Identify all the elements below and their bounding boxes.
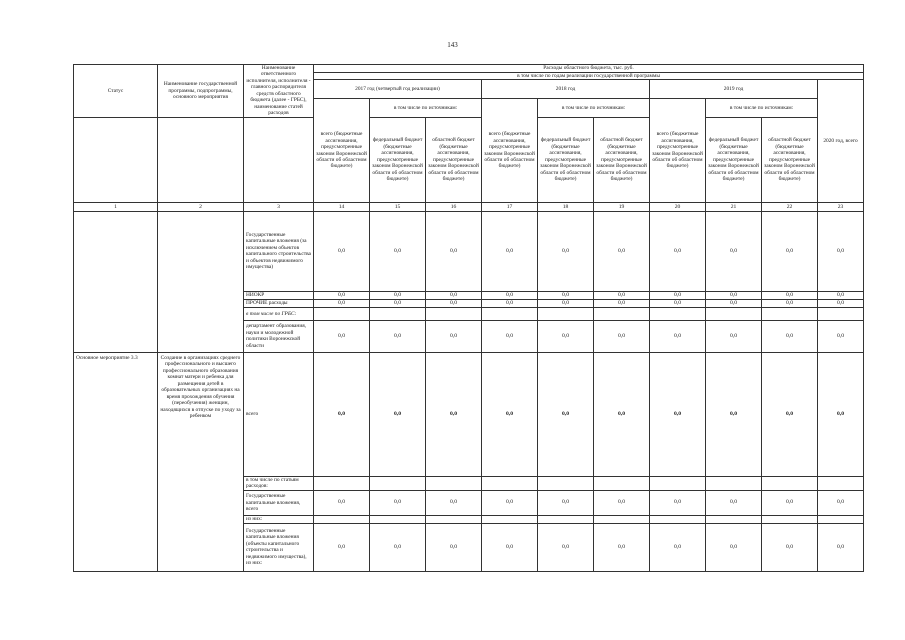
value-cell: 0,0 <box>762 490 818 515</box>
value-cell: 0,0 <box>538 299 594 307</box>
header-executor: Наименование ответственного исполнителя, исполнителя - главного распорядителя средств областного бюджета (далее - ГРБС), наименование статей расходов <box>244 65 314 118</box>
value-cell: 0,0 <box>594 211 650 291</box>
header-federal-2018: федеральный бюджет (бюджетные ассигнования, предусмотренные законом Воронежской области об областном бюджете) <box>538 117 594 202</box>
value-cell: 0,0 <box>482 211 538 291</box>
value-cell: 0,0 <box>314 320 370 352</box>
value-cell <box>538 515 594 523</box>
row-article: из них: <box>244 515 314 523</box>
col-number: 19 <box>594 202 650 211</box>
value-cell <box>706 307 762 320</box>
value-cell: 0,0 <box>370 490 426 515</box>
value-cell <box>650 307 706 320</box>
value-cell: 0,0 <box>426 299 482 307</box>
col-number: 16 <box>426 202 482 211</box>
row-article: Государственные капитальные вложения (за исключением объектов капитального строительства и объектов недвижимого имущества) <box>244 211 314 291</box>
col-number: 22 <box>762 202 818 211</box>
value-cell: 0,0 <box>762 299 818 307</box>
value-cell: 0,0 <box>706 320 762 352</box>
value-cell <box>482 307 538 320</box>
value-cell: 0,0 <box>706 211 762 291</box>
value-cell: 0,0 <box>482 291 538 299</box>
value-cell: 0,0 <box>314 490 370 515</box>
value-cell: 0,0 <box>482 352 538 476</box>
col-number: 17 <box>482 202 538 211</box>
value-cell: 0,0 <box>482 523 538 571</box>
header-regional-2017: областной бюджет (бюджетные ассигнования, предусмотренные законом Воронежской области об областном бюджете) <box>426 117 482 202</box>
value-cell <box>314 515 370 523</box>
value-cell: 0,0 <box>818 291 864 299</box>
header-status: Статус <box>74 65 158 118</box>
value-cell: 0,0 <box>762 352 818 476</box>
value-cell: 0,0 <box>314 523 370 571</box>
row-program: Создание в организациях среднего профессионального и высшего профессионального образования комнат матери и ребенка для размещения детей в образовательных организациях на время прохождения обучения (переобучения) женщин, находящихся в отпуске по уходу за ребенком <box>158 352 244 571</box>
value-cell: 0,0 <box>426 291 482 299</box>
value-cell <box>426 476 482 490</box>
value-cell <box>650 515 706 523</box>
row-article: в том числе по статьям расходов: <box>244 476 314 490</box>
value-cell: 0,0 <box>594 320 650 352</box>
row-program <box>158 211 244 352</box>
value-cell <box>314 476 370 490</box>
value-cell <box>538 307 594 320</box>
value-cell <box>706 515 762 523</box>
value-cell <box>482 476 538 490</box>
value-cell: 0,0 <box>706 352 762 476</box>
value-cell <box>426 515 482 523</box>
budget-table <box>73 64 864 572</box>
value-cell: 0,0 <box>594 299 650 307</box>
row-article: в том числе по ГРБС: <box>244 307 314 320</box>
value-cell: 0,0 <box>482 299 538 307</box>
value-cell <box>818 476 864 490</box>
row-article: Государственные капитальные вложения (объекты капитального строительства и недвижимого имущества), из них: <box>244 523 314 571</box>
header-2020: 2020 год, всего <box>818 80 864 202</box>
header-total-2017: всего (бюджетные ассигнования, предусмотренные законом Воронежской области об областном бюджете) <box>314 99 370 203</box>
header-regional-2018: областной бюджет (бюджетные ассигнования, предусмотренные законом Воронежской области об областном бюджете) <box>594 117 650 202</box>
value-cell: 0,0 <box>370 291 426 299</box>
header-program-name: Наименование государственной программы, подпрограммы, основного мероприятия <box>158 65 244 118</box>
page-number: 143 <box>447 41 458 49</box>
value-cell <box>762 307 818 320</box>
value-cell: 0,0 <box>594 490 650 515</box>
value-cell <box>594 515 650 523</box>
row-article: Государственные капитальные вложения, всего <box>244 490 314 515</box>
header-total-2019: всего (бюджетные ассигнования, предусмотренные законом Воронежской области об областном бюджете) <box>650 99 706 203</box>
value-cell <box>762 476 818 490</box>
row-status: Основное мероприятие 3.3 <box>74 352 158 571</box>
value-cell: 0,0 <box>482 320 538 352</box>
value-cell: 0,0 <box>706 490 762 515</box>
row-status <box>74 211 158 352</box>
value-cell: 0,0 <box>538 523 594 571</box>
value-cell: 0,0 <box>650 490 706 515</box>
value-cell <box>538 476 594 490</box>
table-row <box>74 352 864 476</box>
column-number-row <box>74 202 864 211</box>
value-cell <box>818 515 864 523</box>
value-cell: 0,0 <box>706 299 762 307</box>
value-cell <box>370 307 426 320</box>
value-cell: 0,0 <box>314 291 370 299</box>
col-number: 20 <box>650 202 706 211</box>
header-year-2019: 2019 год <box>650 80 818 99</box>
col-number: 3 <box>244 202 314 211</box>
value-cell: 0,0 <box>538 352 594 476</box>
value-cell <box>594 476 650 490</box>
value-cell: 0,0 <box>762 211 818 291</box>
value-cell: 0,0 <box>370 320 426 352</box>
value-cell: 0,0 <box>818 299 864 307</box>
header-sources-2019: в том числе по источникам: <box>706 99 818 118</box>
value-cell: 0,0 <box>370 299 426 307</box>
col-number: 23 <box>818 202 864 211</box>
value-cell: 0,0 <box>650 291 706 299</box>
header-sources-2017: в том числе по источникам: <box>370 99 482 118</box>
value-cell: 0,0 <box>762 523 818 571</box>
header-sources-2018: в том числе по источникам: <box>538 99 650 118</box>
col-number: 18 <box>538 202 594 211</box>
value-cell <box>594 307 650 320</box>
value-cell <box>818 307 864 320</box>
value-cell <box>650 476 706 490</box>
value-cell <box>370 515 426 523</box>
value-cell <box>762 515 818 523</box>
value-cell: 0,0 <box>538 490 594 515</box>
value-cell: 0,0 <box>314 352 370 476</box>
table-row <box>74 211 864 291</box>
row-article: департамент образования, науки и молодежной политики Воронежской области <box>244 320 314 352</box>
value-cell: 0,0 <box>594 523 650 571</box>
value-cell: 0,0 <box>314 211 370 291</box>
value-cell: 0,0 <box>538 211 594 291</box>
header-total-2018: всего (бюджетные ассигнования, предусмотренные законом Воронежской области об областном бюджете) <box>482 99 538 203</box>
value-cell: 0,0 <box>426 320 482 352</box>
col-number: 2 <box>158 202 244 211</box>
value-cell: 0,0 <box>538 291 594 299</box>
value-cell: 0,0 <box>762 320 818 352</box>
value-cell: 0,0 <box>482 490 538 515</box>
value-cell: 0,0 <box>706 291 762 299</box>
value-cell: 0,0 <box>426 490 482 515</box>
header-federal-2019: федеральный бюджет (бюджетные ассигнования, предусмотренные законом Воронежской области об областном бюджете) <box>706 117 762 202</box>
col-number: 14 <box>314 202 370 211</box>
value-cell: 0,0 <box>650 320 706 352</box>
value-cell: 0,0 <box>650 299 706 307</box>
col-number: 1 <box>74 202 158 211</box>
value-cell: 0,0 <box>818 490 864 515</box>
header-regional-2019: областной бюджет (бюджетные ассигнования, предусмотренные законом Воронежской области об областном бюджете) <box>762 117 818 202</box>
value-cell: 0,0 <box>762 291 818 299</box>
value-cell <box>426 307 482 320</box>
value-cell: 0,0 <box>370 523 426 571</box>
header-expenses-title: Расходы областного бюджета, тыс. руб. <box>314 65 864 73</box>
header-year-2018: 2018 год <box>482 80 650 99</box>
col-number: 15 <box>370 202 426 211</box>
value-cell: 0,0 <box>426 523 482 571</box>
header-federal-2017: федеральный бюджет (бюджетные ассигнования, предусмотренные законом Воронежской области об областном бюджете) <box>370 117 426 202</box>
value-cell <box>314 307 370 320</box>
row-article: ПРОЧИЕ расходы <box>244 299 314 307</box>
value-cell: 0,0 <box>370 352 426 476</box>
row-article: всего <box>244 352 314 476</box>
value-cell: 0,0 <box>818 320 864 352</box>
value-cell: 0,0 <box>426 352 482 476</box>
value-cell <box>370 476 426 490</box>
col-number: 21 <box>706 202 762 211</box>
value-cell: 0,0 <box>818 523 864 571</box>
row-article: НИОКР <box>244 291 314 299</box>
value-cell: 0,0 <box>706 523 762 571</box>
value-cell: 0,0 <box>314 299 370 307</box>
value-cell: 0,0 <box>650 352 706 476</box>
value-cell: 0,0 <box>818 211 864 291</box>
value-cell: 0,0 <box>594 291 650 299</box>
header-year-2017: 2017 год (четвертый год реализации) <box>314 80 482 99</box>
value-cell: 0,0 <box>650 523 706 571</box>
value-cell: 0,0 <box>650 211 706 291</box>
value-cell <box>482 515 538 523</box>
value-cell <box>706 476 762 490</box>
value-cell: 0,0 <box>594 352 650 476</box>
value-cell: 0,0 <box>426 211 482 291</box>
value-cell: 0,0 <box>538 320 594 352</box>
value-cell: 0,0 <box>370 211 426 291</box>
value-cell: 0,0 <box>818 352 864 476</box>
header-by-years: в том числе по годам реализации государственной программы <box>314 73 864 80</box>
